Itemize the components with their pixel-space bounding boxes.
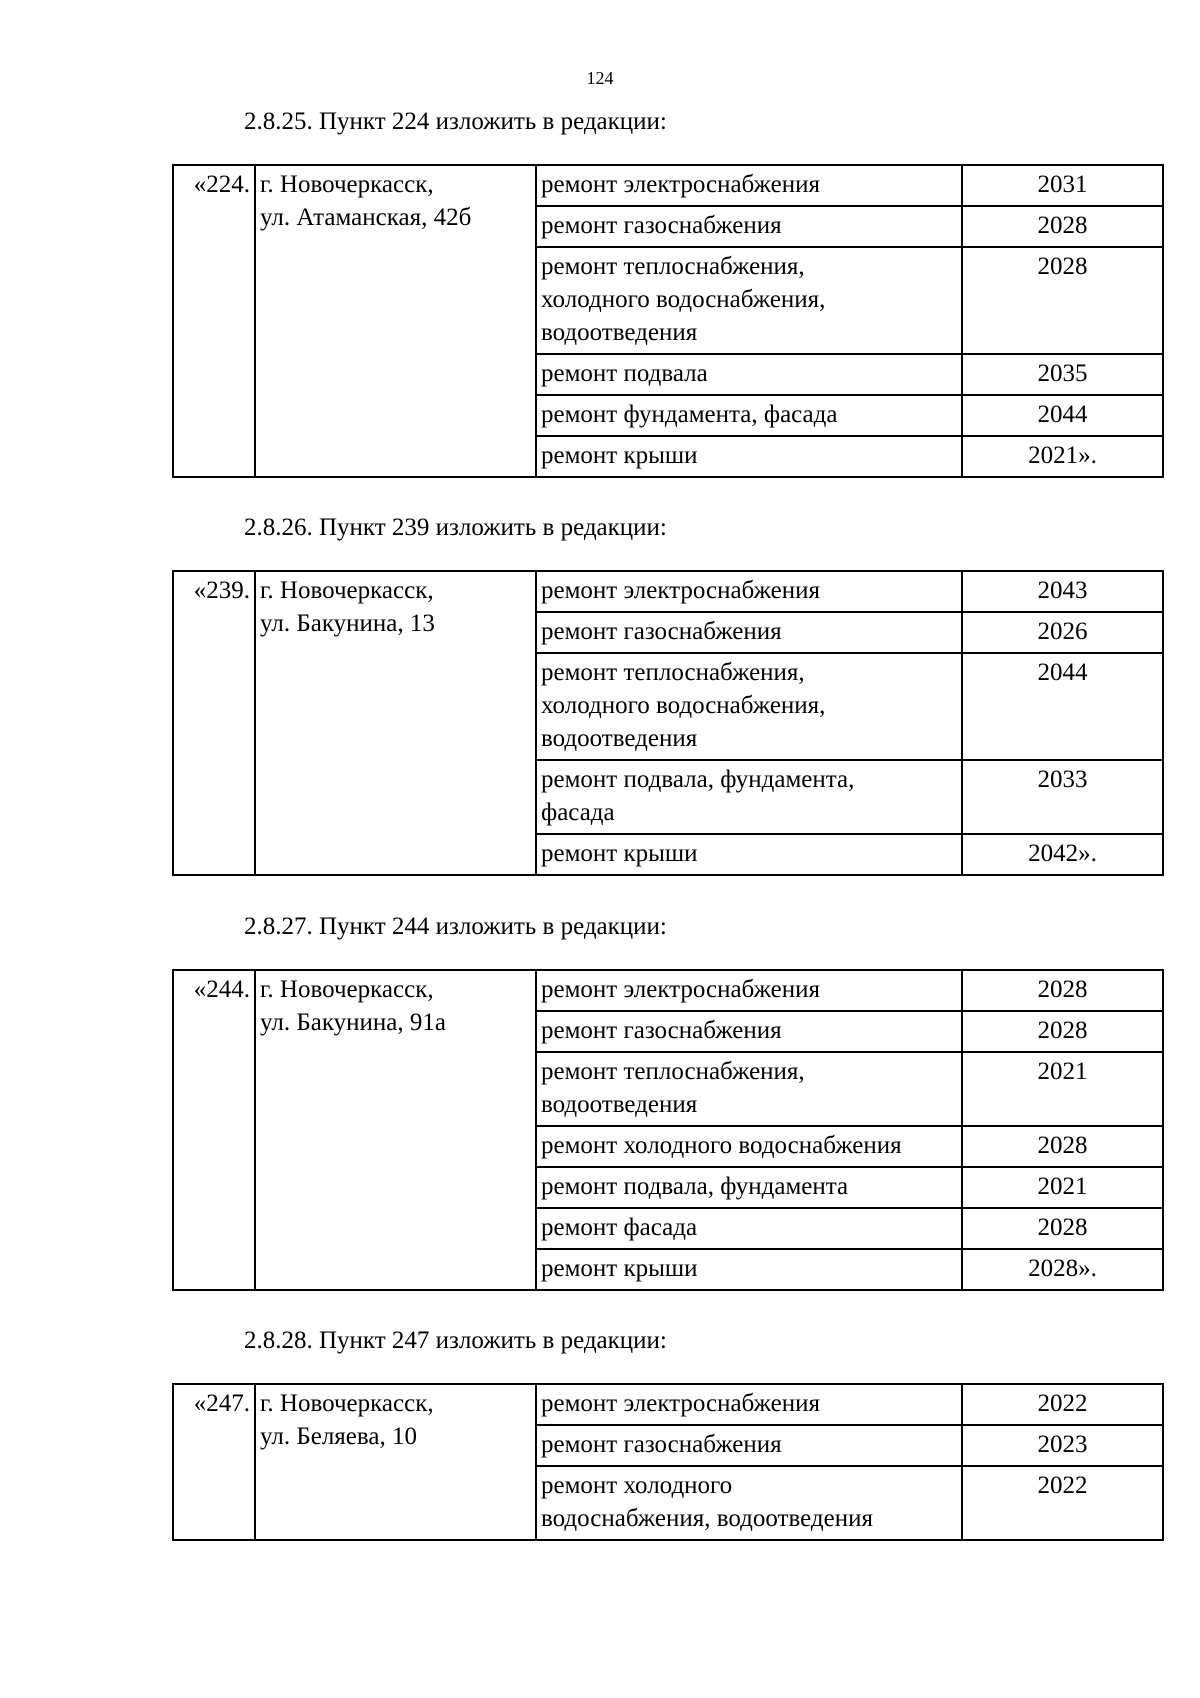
work-text: фасада (541, 799, 615, 826)
address-city: г. Новочеркасск, (260, 577, 434, 604)
address-street: ул. Бакунина, 13 (260, 610, 435, 637)
amendment-table (172, 570, 1164, 876)
work-cell (536, 970, 962, 1011)
work-text: ремонт крыши (541, 442, 698, 469)
work-text: холодного водоснабжения, (541, 286, 826, 313)
work-text: водоотведения (541, 319, 698, 346)
work-text: ремонт фундамента, фасада (541, 401, 838, 428)
work-text: ремонт подвала, фундамента (541, 1173, 849, 1200)
year-cell: 2021». (962, 436, 1163, 477)
work-cell (536, 436, 962, 477)
address-street: ул. Бакунина, 91а (260, 1009, 446, 1036)
table-row (173, 1384, 1163, 1425)
work-text: ремонт холодного (541, 1472, 733, 1499)
work-cell (536, 1425, 962, 1466)
item-number: «247. (173, 1384, 255, 1540)
work-text: ремонт газоснабжения (541, 1431, 782, 1458)
work-cell (536, 1208, 962, 1249)
amendment-table (172, 164, 1164, 478)
year-cell: 2028». (962, 1249, 1163, 1290)
work-text: ремонт электроснабжения (541, 1390, 820, 1417)
section-heading: 2.8.28. Пункт 247 изложить в редакции: (244, 1327, 667, 1354)
work-text: ремонт газоснабжения (541, 212, 782, 239)
year-cell: 2044 (962, 653, 1163, 760)
work-cell (536, 1249, 962, 1290)
address-city: г. Новочеркасск, (260, 1390, 434, 1417)
amendment-table (172, 1383, 1164, 1541)
year-cell: 2021 (962, 1052, 1163, 1126)
address-cell (255, 571, 536, 875)
year-cell: 2028 (962, 970, 1163, 1011)
work-text: ремонт электроснабжения (541, 171, 820, 198)
year-cell: 2033 (962, 760, 1163, 834)
address-city: г. Новочеркасск, (260, 171, 434, 198)
work-cell (536, 571, 962, 612)
work-text: ремонт газоснабжения (541, 618, 782, 645)
table-row (173, 970, 1163, 1011)
work-cell (536, 760, 962, 834)
work-cell (536, 1384, 962, 1425)
year-cell: 2026 (962, 612, 1163, 653)
work-text: ремонт теплоснабжения, (541, 253, 805, 280)
section-heading: 2.8.25. Пункт 224 изложить в редакции: (244, 108, 667, 135)
work-text: водоснабжения, водоотведения (541, 1505, 873, 1532)
work-cell (536, 165, 962, 206)
work-text: ремонт подвала, фундамента, (541, 766, 855, 793)
work-text: ремонт газоснабжения (541, 1017, 782, 1044)
work-cell (536, 1167, 962, 1208)
work-text: ремонт подвала (541, 360, 708, 387)
work-cell (536, 354, 962, 395)
work-text: ремонт электроснабжения (541, 976, 820, 1003)
work-cell (536, 1011, 962, 1052)
year-cell: 2022 (962, 1466, 1163, 1540)
address-cell (255, 165, 536, 477)
table-row (173, 571, 1163, 612)
address-street: ул. Атаманская, 42б (260, 204, 472, 231)
item-number: «239. (173, 571, 255, 875)
address-street: ул. Беляева, 10 (260, 1423, 417, 1450)
work-cell (536, 1126, 962, 1167)
work-cell (536, 1466, 962, 1540)
work-text: ремонт фасада (541, 1214, 698, 1241)
page-number: 124 (586, 68, 614, 88)
address-cell (255, 1384, 536, 1540)
work-text: ремонт холодного водоснабжения (541, 1132, 902, 1159)
item-number: «244. (173, 970, 255, 1290)
section-heading: 2.8.27. Пункт 244 изложить в редакции: (244, 913, 667, 940)
address-cell (255, 970, 536, 1290)
work-text: водоотведения (541, 725, 698, 752)
year-cell: 2021 (962, 1167, 1163, 1208)
year-cell: 2042». (962, 834, 1163, 875)
work-text: ремонт крыши (541, 840, 698, 867)
year-cell: 2028 (962, 1208, 1163, 1249)
year-cell: 2028 (962, 206, 1163, 247)
year-cell: 2043 (962, 571, 1163, 612)
work-text: ремонт крыши (541, 1255, 698, 1282)
year-cell: 2023 (962, 1425, 1163, 1466)
work-text: ремонт теплоснабжения, (541, 659, 805, 686)
table-row (173, 165, 1163, 206)
year-cell: 2031 (962, 165, 1163, 206)
work-cell (536, 1052, 962, 1126)
year-cell: 2044 (962, 395, 1163, 436)
work-text: ремонт теплоснабжения, (541, 1058, 805, 1085)
work-cell (536, 612, 962, 653)
work-text: ремонт электроснабжения (541, 577, 820, 604)
year-cell: 2022 (962, 1384, 1163, 1425)
work-cell (536, 834, 962, 875)
work-cell (536, 247, 962, 354)
amendment-table (172, 969, 1164, 1291)
work-cell (536, 206, 962, 247)
work-cell (536, 653, 962, 760)
year-cell: 2028 (962, 1011, 1163, 1052)
year-cell: 2028 (962, 1126, 1163, 1167)
work-cell (536, 395, 962, 436)
section-heading: 2.8.26. Пункт 239 изложить в редакции: (244, 514, 667, 541)
year-cell: 2035 (962, 354, 1163, 395)
address-city: г. Новочеркасск, (260, 976, 434, 1003)
item-number: «224. (173, 165, 255, 477)
year-cell: 2028 (962, 247, 1163, 354)
work-text: водоотведения (541, 1091, 698, 1118)
work-text: холодного водоснабжения, (541, 692, 826, 719)
